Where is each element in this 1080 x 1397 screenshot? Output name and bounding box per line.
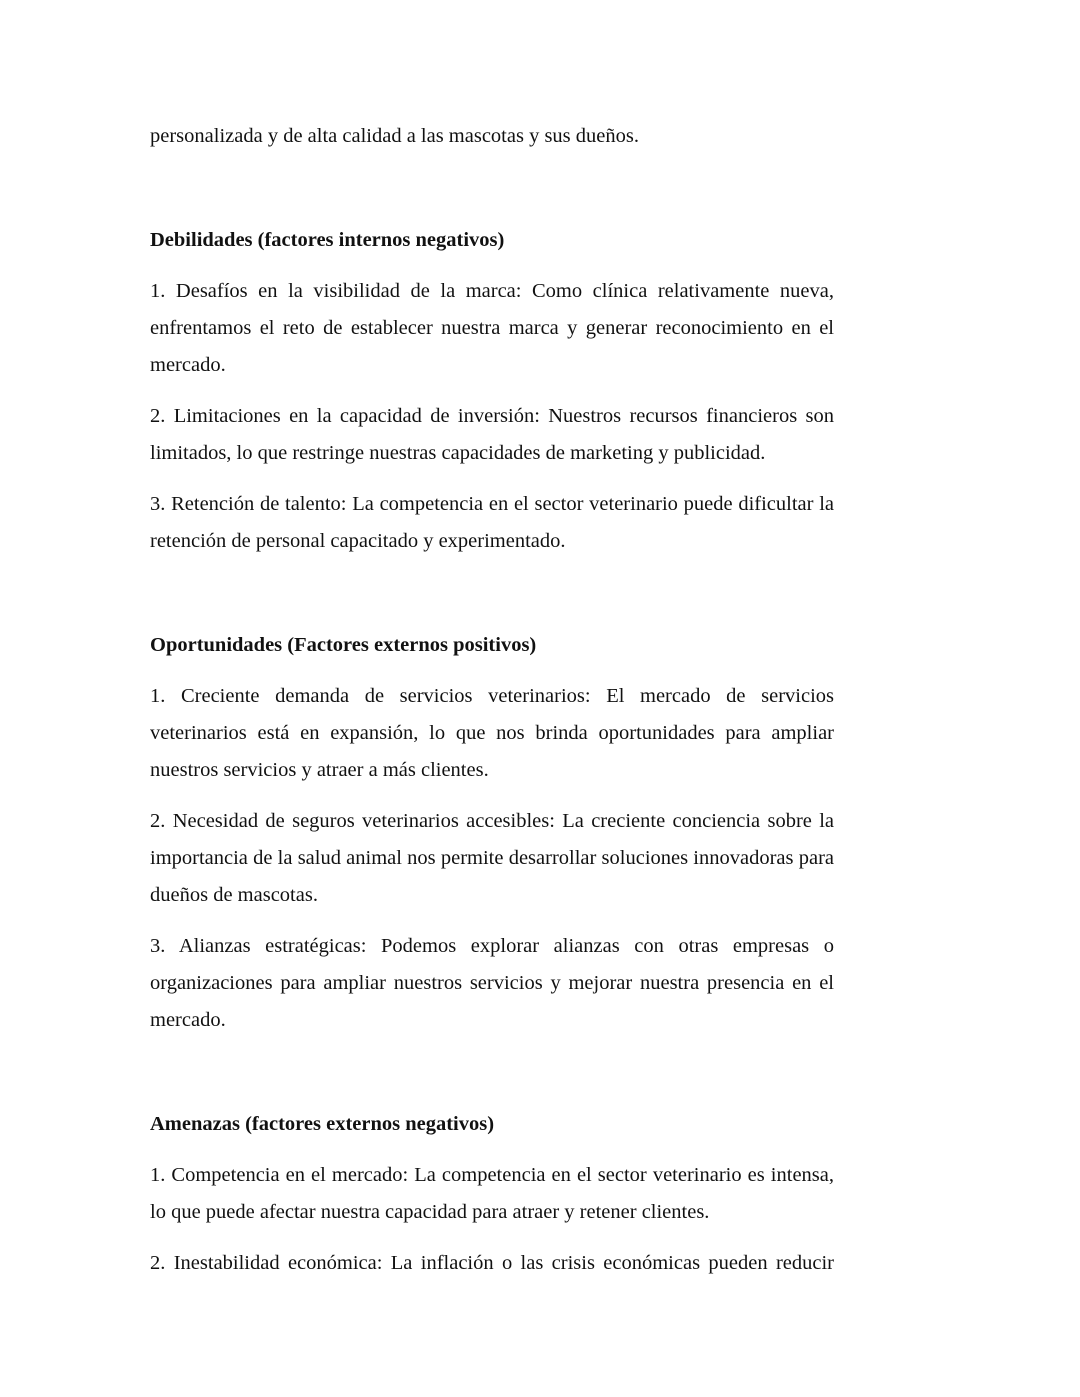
section-heading: Debilidades (factores internos negativos) bbox=[150, 229, 505, 251]
section-heading: Amenazas (factores externos negativos) bbox=[150, 1113, 495, 1135]
list-item: 1. Creciente demanda de servicios veterinarios: El mercado de servicios veterinarios está en expansión, lo que nos brinda oportunidades para ampliar nuestros servicios y atraer a más clientes. bbox=[150, 685, 834, 781]
list-item: 1. Desafíos en la visibilidad de la marca: Como clínica relativamente nueva, enfrentamos el reto de establecer nuestra marca y generar reconocimiento en el mercado. bbox=[150, 280, 834, 376]
list-item: 2. Limitaciones en la capacidad de inversión: Nuestros recursos financieros son limitados, lo que restringe nuestras capacidades de marketing y publicidad. bbox=[150, 405, 834, 464]
section-amenazas bbox=[150, 1106, 834, 1282]
list-item: 2. Necesidad de seguros veterinarios accesibles: La creciente conciencia sobre la importancia de la salud animal nos permite desarrollar soluciones innovadoras para dueños de mascotas. bbox=[150, 810, 834, 906]
section-debilidades bbox=[150, 222, 834, 560]
list-item: 3. Alianzas estratégicas: Podemos explorar alianzas con otras empresas o organizaciones para ampliar nuestros servicios y mejorar nuestra presencia en el mercado. bbox=[150, 935, 834, 1031]
intro-paragraph: personalizada y de alta calidad a las mascotas y sus dueños. bbox=[150, 125, 639, 147]
list-item: 3. Retención de talento: La competencia en el sector veterinario puede dificultar la retención de personal capacitado y experimentado. bbox=[150, 493, 834, 552]
list-item: 1. Competencia en el mercado: La competencia en el sector veterinario es intensa, lo que puede afectar nuestra capacidad para atraer y retener clientes. bbox=[150, 1164, 834, 1223]
section-heading: Oportunidades (Factores externos positivos) bbox=[150, 634, 537, 656]
section-oportunidades bbox=[150, 627, 834, 1039]
list-item: 2. Inestabilidad económica: La inflación o las crisis económicas pueden reducir bbox=[150, 1252, 834, 1274]
document-page bbox=[150, 118, 834, 1296]
